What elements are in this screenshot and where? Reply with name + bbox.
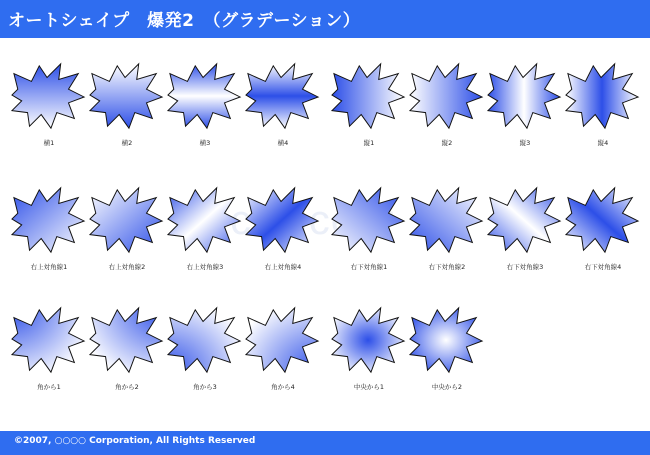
explosion-shape-icon <box>166 182 244 260</box>
shape-label: 右下対角線1 <box>350 263 388 271</box>
shape-label: 中央から2 <box>431 383 463 391</box>
shape-item <box>166 58 244 158</box>
header-bar <box>0 0 650 38</box>
shape-label: 横4 <box>277 139 289 147</box>
explosion-shape-icon <box>330 182 408 260</box>
explosion-shape-icon <box>564 182 642 260</box>
explosion-shape-icon <box>408 302 486 380</box>
shape-label: 横2 <box>121 139 133 147</box>
shape-item <box>408 302 486 402</box>
shape-label: 右上対角線1 <box>30 263 68 271</box>
explosion-shape-icon <box>408 58 486 136</box>
shape-label: 縦1 <box>363 139 375 147</box>
explosion-shape-icon <box>564 58 642 136</box>
explosion-shape-icon <box>88 302 166 380</box>
shape-item <box>486 182 564 282</box>
shape-item <box>564 182 642 282</box>
shape-item <box>244 182 322 282</box>
explosion-shape-icon <box>166 58 244 136</box>
shape-label: 横3 <box>199 139 211 147</box>
shape-label: 縦3 <box>519 139 531 147</box>
page-title: オートシェイプ 爆発2 （グラデーション） <box>8 11 361 31</box>
shape-label: 横1 <box>43 139 55 147</box>
shape-item <box>408 182 486 282</box>
shape-item <box>10 302 88 402</box>
shape-item <box>166 182 244 282</box>
explosion-shape-icon <box>10 182 88 260</box>
shape-item <box>564 58 642 158</box>
explosion-shape-icon <box>330 58 408 136</box>
shape-item <box>88 182 166 282</box>
explosion-shape-icon <box>486 182 564 260</box>
shape-item <box>88 58 166 158</box>
explosion-shape-icon <box>244 302 322 380</box>
explosion-shape-icon <box>166 302 244 380</box>
shape-item <box>166 302 244 402</box>
shape-label: 角から1 <box>37 383 61 391</box>
explosion-shape-icon <box>88 182 166 260</box>
shape-item <box>330 302 408 402</box>
shape-label: 右上対角線4 <box>264 263 302 271</box>
explosion-shape-icon <box>88 58 166 136</box>
explosion-shape-icon <box>244 182 322 260</box>
shape-item <box>244 58 322 158</box>
shape-item <box>408 58 486 158</box>
explosion-shape-icon <box>10 58 88 136</box>
shape-label: 縦2 <box>441 139 453 147</box>
explosion-shape-icon <box>486 58 564 136</box>
shape-label: 右下対角線4 <box>584 263 622 271</box>
shape-item <box>244 302 322 402</box>
shape-label: 中央から1 <box>353 383 385 391</box>
shape-label: 右下対角線2 <box>428 263 466 271</box>
shape-label: 角から3 <box>193 383 217 391</box>
footer-bar <box>0 431 650 455</box>
shape-item <box>10 58 88 158</box>
explosion-shape-icon <box>244 58 322 136</box>
shape-label: 角から2 <box>115 383 139 391</box>
shape-label: 右下対角線3 <box>506 263 544 271</box>
shape-item <box>486 58 564 158</box>
shape-item <box>10 182 88 282</box>
shape-label: 縦4 <box>597 139 609 147</box>
shape-label: 右上対角線2 <box>108 263 146 271</box>
shape-item <box>88 302 166 402</box>
copyright-text: ©2007, ○○○○ Corporation, All Rights Reserved <box>14 436 256 446</box>
shape-label: 右上対角線3 <box>186 263 224 271</box>
shape-item <box>330 58 408 158</box>
explosion-shape-icon <box>408 182 486 260</box>
explosion-shape-icon <box>330 302 408 380</box>
shape-label: 角から4 <box>271 383 295 391</box>
shape-item <box>330 182 408 282</box>
explosion-shape-icon <box>10 302 88 380</box>
